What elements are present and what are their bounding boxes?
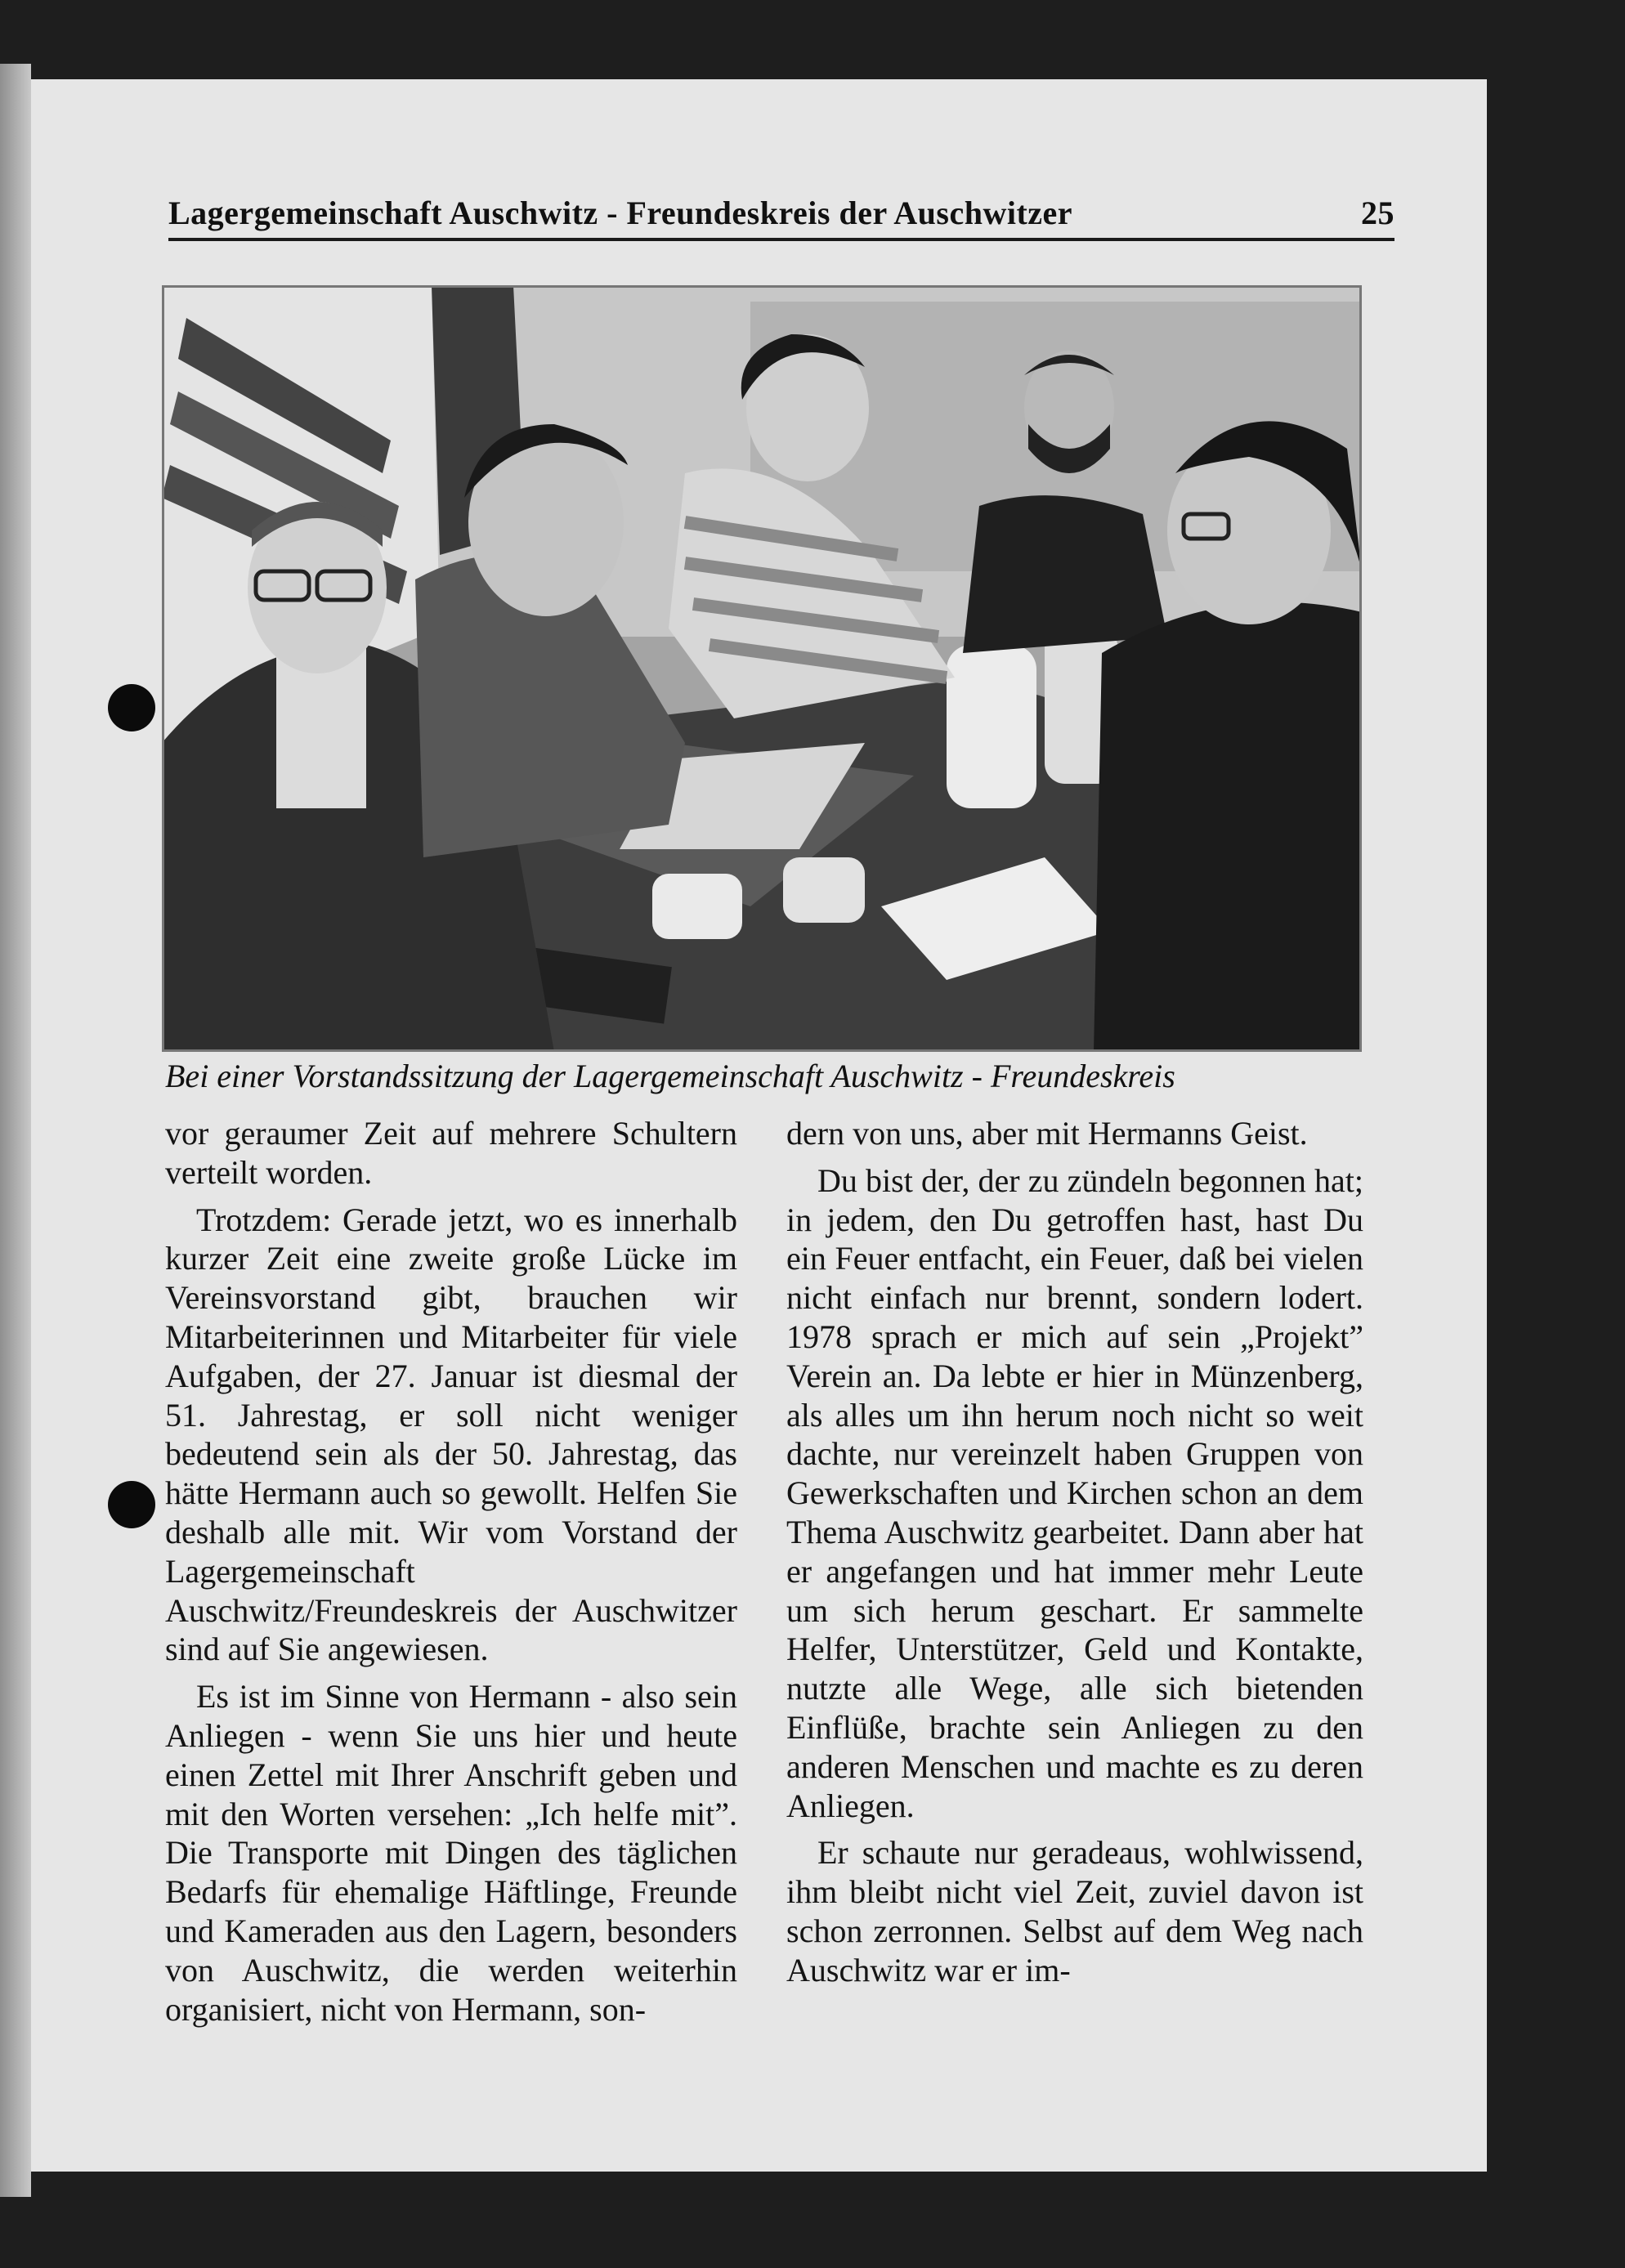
paragraph: vor geraumer Zeit auf mehrere Schultern verteilt worden. <box>165 1115 737 1191</box>
page-number: 25 <box>1361 195 1394 231</box>
facing-page-edge <box>0 64 31 2197</box>
paragraph: Es ist im Sinne von Hermann - also sein Anliegen - wenn Sie uns hier und heute einen Zettel mit Ihrer Anschrift geben und mit den Worten versehen: „Ich helfe mit”. Die Transporte mit Dingen des täglichen Bedarfs für ehemalige Häftlinge, Freunde und Kameraden aus den Lagern, besonders von Auschwitz, die werden weiterhin organisiert, nicht von Hermann, son- <box>165 1678 737 2028</box>
paragraph: Trotzdem: Gerade jetzt, wo es innerhalb kurzer Zeit eine zweite große Lücke im Vereinsvorstand gibt, brauchen wir Mitarbeiterinnen und Mitarbeiter für viele Aufgaben, der 27. Januar ist diesmal der 51. Jahrestag, er soll nicht weniger bedeutend sein als der 50. Jahrestag, das hätte Hermann auch so gewollt. Helfen Sie deshalb alle mit. Wir vom Vorstand der Lagergemeinschaft Auschwitz/Freundeskreis der Auschwitzer sind auf Sie angewiesen. <box>165 1201 737 1668</box>
document-page <box>31 79 1487 2172</box>
paragraph: Du bist der, der zu zündeln begonnen hat; in jedem, den Du getroffen hast, hast Du ein Feuer entfacht, ein Feuer, daß bei vielen nicht einfach nur brennt, sondern lodert. 1978 sprach er mich auf sein „Projekt” Verein an. Da lebte er hier in Münzenberg, als alles um ihn herum noch nicht so weit dachte, nur vereinzelt haben Gruppen von Gewerkschaften und Kirchen schon an dem Thema Auschwitz gearbeitet. Dann aber hat er angefangen und hat immer mehr Leute um sich herum geschart. Er sammelte Helfer, Unterstützer, Geld und Kontakte, nutzte alle Wege, alle sich bietenden Einflüße, brachte sein Anliegen zu den anderen Menschen und machte es zu deren Anliegen. <box>786 1161 1363 1824</box>
left-column <box>165 1114 737 2037</box>
punch-hole <box>108 1481 155 1528</box>
paragraph: Er schaute nur geradeaus, wohlwissend, ihm bleibt nicht viel Zeit, zuviel davon ist schon zerronnen. Selbst auf dem Weg nach Auschwitz war er im- <box>786 1834 1363 1988</box>
header-title: Lagergemeinschaft Auschwitz - Freundeskreis der Auschwitzer <box>168 195 1073 231</box>
right-column <box>786 1114 1363 1998</box>
meeting-photo-illustration <box>162 285 1362 1052</box>
photo-caption: Bei einer Vorstandssitzung der Lagergemeinschaft Auschwitz - Freundeskreis <box>165 1058 1175 1094</box>
paragraph: dern von uns, aber mit Hermanns Geist. <box>786 1115 1308 1152</box>
meeting-photo <box>162 285 1362 1052</box>
running-header <box>168 184 1394 241</box>
punch-hole <box>108 684 155 731</box>
